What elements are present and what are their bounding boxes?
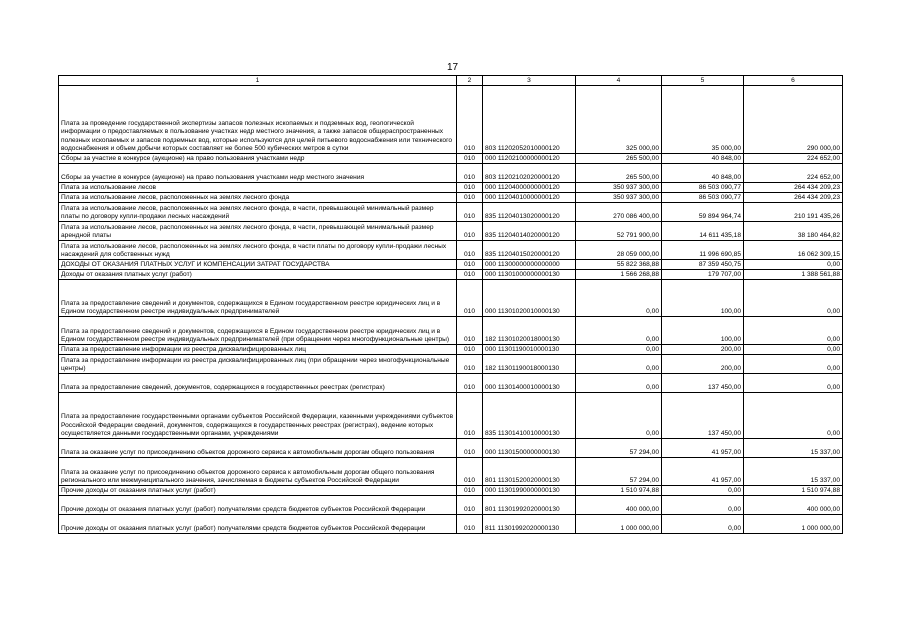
row-budget-code: 000 11301190010000130 xyxy=(483,345,576,355)
row-approved-amount: 400 000,00 xyxy=(576,496,662,515)
row-executed-amount: 11 996 690,85 xyxy=(662,241,744,260)
row-approved-amount: 55 822 368,88 xyxy=(576,260,662,270)
table-row xyxy=(59,164,843,183)
row-executed-amount: 100,00 xyxy=(662,317,744,345)
page-number: 17 xyxy=(446,62,459,73)
row-executed-amount: 40 848,00 xyxy=(662,154,744,164)
row-line-code: 010 xyxy=(457,355,483,374)
row-unexecuted-amount: 1 000 000,00 xyxy=(744,515,843,534)
row-unexecuted-amount: 264 434 209,23 xyxy=(744,183,843,193)
row-approved-amount: 1 000 000,00 xyxy=(576,515,662,534)
row-approved-amount: 0,00 xyxy=(576,374,662,393)
row-executed-amount: 0,00 xyxy=(662,486,744,496)
table-header-row xyxy=(59,76,843,86)
row-budget-code: 811 11301992020000130 xyxy=(483,515,576,534)
row-line-code: 010 xyxy=(457,154,483,164)
row-approved-amount: 28 059 000,00 xyxy=(576,241,662,260)
row-name: Плата за использование лесов, расположенных на землях лесного фонда, в части, превышающей минимальный размер платы по договору купли-продажи лесных насаждений xyxy=(59,203,457,222)
row-name: Прочие доходы от оказания платных услуг (работ) xyxy=(59,486,457,496)
budget-revenue-table xyxy=(58,75,843,534)
row-unexecuted-amount: 290 000,00 xyxy=(744,86,843,154)
table-row xyxy=(59,515,843,534)
table-row xyxy=(59,393,843,439)
row-unexecuted-amount: 15 337,00 xyxy=(744,439,843,458)
row-budget-code: 803 11202052010000120 xyxy=(483,86,576,154)
row-budget-code: 000 11301990000000130 xyxy=(483,486,576,496)
table-row xyxy=(59,86,843,154)
row-line-code: 010 xyxy=(457,241,483,260)
row-executed-amount: 87 359 450,75 xyxy=(662,260,744,270)
row-unexecuted-amount: 0,00 xyxy=(744,345,843,355)
row-line-code: 010 xyxy=(457,260,483,270)
row-budget-code: 000 11301400010000130 xyxy=(483,374,576,393)
row-executed-amount: 41 957,00 xyxy=(662,439,744,458)
row-line-code: 010 xyxy=(457,317,483,345)
table-row xyxy=(59,183,843,193)
row-approved-amount: 350 937 300,00 xyxy=(576,183,662,193)
row-name: Плата за использование лесов, расположенных на землях лесного фонда, в части, превышающей минимальный размер арендной платы xyxy=(59,222,457,241)
column-header-6: 6 xyxy=(744,76,843,86)
row-executed-amount: 179 707,00 xyxy=(662,270,744,280)
table-row xyxy=(59,270,843,280)
row-name: Плата за использование лесов, расположенных на землях лесного фонда, в части платы по договору купли-продажи лесных насаждений для собственных нужд xyxy=(59,241,457,260)
row-budget-code: 000 11300000000000000 xyxy=(483,260,576,270)
row-name: Плата за использование лесов xyxy=(59,183,457,193)
row-line-code: 010 xyxy=(457,496,483,515)
row-line-code: 010 xyxy=(457,270,483,280)
row-budget-code: 000 11204000000000120 xyxy=(483,183,576,193)
row-budget-code: 182 11301190018000130 xyxy=(483,355,576,374)
row-line-code: 010 xyxy=(457,345,483,355)
row-name: Плата за предоставление сведений и документов, содержащихся в Едином государственном реестре юридических лиц и в Едином государственном реестре индивидуальных предпринимателей (при обращении через многофункциональные центры) xyxy=(59,317,457,345)
table-row xyxy=(59,355,843,374)
row-line-code: 010 xyxy=(457,86,483,154)
row-unexecuted-amount: 16 062 309,15 xyxy=(744,241,843,260)
table-row xyxy=(59,280,843,317)
row-unexecuted-amount: 0,00 xyxy=(744,280,843,317)
table-row xyxy=(59,260,843,270)
column-header-2: 2 xyxy=(457,76,483,86)
row-unexecuted-amount: 0,00 xyxy=(744,393,843,439)
row-line-code: 010 xyxy=(457,393,483,439)
row-budget-code: 803 11202102020000120 xyxy=(483,164,576,183)
row-executed-amount: 200,00 xyxy=(662,355,744,374)
row-name: Плата за предоставление государственными органами субъектов Российской Федерации, казенными учреждениями субъектов Российской Федерации сведений, документов, содержащихся в государственных реестрах (регистрах), ведение которых осуществляется данными государственными органами, учреждениями xyxy=(59,393,457,439)
row-executed-amount: 0,00 xyxy=(662,515,744,534)
row-budget-code: 835 11204014020000120 xyxy=(483,222,576,241)
row-line-code: 010 xyxy=(457,486,483,496)
row-executed-amount: 41 957,00 xyxy=(662,458,744,486)
row-unexecuted-amount: 224 652,00 xyxy=(744,154,843,164)
row-name: Плата за предоставление информации из реестра дисквалифицированных лиц (при обращении через многофункциональные центры) xyxy=(59,355,457,374)
row-budget-code: 000 11301000000000130 xyxy=(483,270,576,280)
table-row xyxy=(59,486,843,496)
row-budget-code: 835 11204015020000120 xyxy=(483,241,576,260)
row-budget-code: 835 11204013020000120 xyxy=(483,203,576,222)
row-name: Сборы за участие в конкурсе (аукционе) на право пользования участками недр местного значения xyxy=(59,164,457,183)
row-executed-amount: 14 611 435,18 xyxy=(662,222,744,241)
row-approved-amount: 270 086 400,00 xyxy=(576,203,662,222)
row-unexecuted-amount: 15 337,00 xyxy=(744,458,843,486)
row-line-code: 010 xyxy=(457,203,483,222)
row-executed-amount: 35 000,00 xyxy=(662,86,744,154)
row-line-code: 010 xyxy=(457,439,483,458)
row-unexecuted-amount: 1 388 561,88 xyxy=(744,270,843,280)
table-row xyxy=(59,496,843,515)
table-row xyxy=(59,203,843,222)
table-row xyxy=(59,317,843,345)
row-approved-amount: 0,00 xyxy=(576,393,662,439)
row-name: Доходы от оказания платных услуг (работ) xyxy=(59,270,457,280)
table-row xyxy=(59,345,843,355)
row-approved-amount: 1 566 268,88 xyxy=(576,270,662,280)
row-line-code: 010 xyxy=(457,164,483,183)
row-executed-amount: 200,00 xyxy=(662,345,744,355)
row-executed-amount: 59 894 964,74 xyxy=(662,203,744,222)
row-name: ДОХОДЫ ОТ ОКАЗАНИЯ ПЛАТНЫХ УСЛУГ И КОМПЕНСАЦИИ ЗАТРАТ ГОСУДАРСТВА xyxy=(59,260,457,270)
row-budget-code: 000 11301500000000130 xyxy=(483,439,576,458)
row-line-code: 010 xyxy=(457,280,483,317)
row-line-code: 010 xyxy=(457,193,483,203)
row-budget-code: 182 11301020018000130 xyxy=(483,317,576,345)
row-executed-amount: 100,00 xyxy=(662,280,744,317)
row-unexecuted-amount: 224 652,00 xyxy=(744,164,843,183)
row-name: Плата за предоставление сведений, документов, содержащихся в государственных реестрах (регистрах) xyxy=(59,374,457,393)
table-row xyxy=(59,439,843,458)
row-approved-amount: 0,00 xyxy=(576,317,662,345)
row-approved-amount: 57 294,00 xyxy=(576,439,662,458)
row-line-code: 010 xyxy=(457,222,483,241)
row-unexecuted-amount: 0,00 xyxy=(744,374,843,393)
row-line-code: 010 xyxy=(457,458,483,486)
row-name: Прочие доходы от оказания платных услуг (работ) получателями средств бюджетов субъектов Российской Федерации xyxy=(59,496,457,515)
row-unexecuted-amount: 264 434 209,23 xyxy=(744,193,843,203)
table-body xyxy=(59,86,843,534)
row-executed-amount: 137 450,00 xyxy=(662,374,744,393)
row-line-code: 010 xyxy=(457,374,483,393)
row-approved-amount: 0,00 xyxy=(576,345,662,355)
row-approved-amount: 350 937 300,00 xyxy=(576,193,662,203)
row-executed-amount: 137 450,00 xyxy=(662,393,744,439)
row-unexecuted-amount: 400 000,00 xyxy=(744,496,843,515)
row-approved-amount: 265 500,00 xyxy=(576,164,662,183)
row-budget-code: 000 11202100000000120 xyxy=(483,154,576,164)
row-budget-code: 000 11204010000000120 xyxy=(483,193,576,203)
column-header-5: 5 xyxy=(662,76,744,86)
column-header-4: 4 xyxy=(576,76,662,86)
row-line-code: 010 xyxy=(457,183,483,193)
row-approved-amount: 325 000,00 xyxy=(576,86,662,154)
table-row xyxy=(59,154,843,164)
row-budget-code: 000 11301020010000130 xyxy=(483,280,576,317)
row-approved-amount: 57 294,00 xyxy=(576,458,662,486)
row-approved-amount: 265 500,00 xyxy=(576,154,662,164)
row-budget-code: 835 11301410010000130 xyxy=(483,393,576,439)
row-unexecuted-amount: 1 510 974,88 xyxy=(744,486,843,496)
column-header-3: 3 xyxy=(483,76,576,86)
row-name: Плата за оказание услуг по присоединению объектов дорожного сервиса к автомобильным дорогам общего пользования регионального или межмуниципального значения, зачисляемая в бюджеты субъектов Российской Федерации xyxy=(59,458,457,486)
row-approved-amount: 1 510 974,88 xyxy=(576,486,662,496)
row-name: Сборы за участие в конкурсе (аукционе) на право пользования участками недр xyxy=(59,154,457,164)
row-line-code: 010 xyxy=(457,515,483,534)
table-row xyxy=(59,458,843,486)
row-approved-amount: 52 791 900,00 xyxy=(576,222,662,241)
row-budget-code: 801 11301992020000130 xyxy=(483,496,576,515)
row-name: Прочие доходы от оказания платных услуг (работ) получателями средств бюджетов субъектов Российской Федерации xyxy=(59,515,457,534)
table-row xyxy=(59,374,843,393)
table-row xyxy=(59,241,843,260)
row-unexecuted-amount: 38 180 464,82 xyxy=(744,222,843,241)
row-executed-amount: 0,00 xyxy=(662,496,744,515)
row-approved-amount: 0,00 xyxy=(576,355,662,374)
row-name: Плата за предоставление сведений и документов, содержащихся в Едином государственном реестре юридических лиц и в Едином государственном реестре индивидуальных предпринимателей xyxy=(59,280,457,317)
row-executed-amount: 40 848,00 xyxy=(662,164,744,183)
row-executed-amount: 86 503 090,77 xyxy=(662,183,744,193)
row-executed-amount: 86 503 090,77 xyxy=(662,193,744,203)
row-approved-amount: 0,00 xyxy=(576,280,662,317)
row-unexecuted-amount: 0,00 xyxy=(744,317,843,345)
row-budget-code: 801 11301520020000130 xyxy=(483,458,576,486)
row-unexecuted-amount: 210 191 435,26 xyxy=(744,203,843,222)
row-name: Плата за оказание услуг по присоединению объектов дорожного сервиса к автомобильным дорогам общего пользования xyxy=(59,439,457,458)
row-name: Плата за использование лесов, расположенных на землях лесного фонда xyxy=(59,193,457,203)
row-unexecuted-amount: 0,00 xyxy=(744,260,843,270)
row-name: Плата за проведение государственной экспертизы запасов полезных ископаемых и подземных вод, геологической информации о предоставляемых в пользование участках недр местного значения, а также запасов общераспространенных полезных ископаемых и запасов подземных вод, которые используются для целей питьевого водоснабжения или технического водоснабжения и объем добычи которых составляет не более 500 кубических метров в сутки xyxy=(59,86,457,154)
column-header-1: 1 xyxy=(59,76,457,86)
table-row xyxy=(59,193,843,203)
row-unexecuted-amount: 0,00 xyxy=(744,355,843,374)
table-row xyxy=(59,222,843,241)
row-name: Плата за предоставление информации из реестра дисквалифицированных лиц xyxy=(59,345,457,355)
